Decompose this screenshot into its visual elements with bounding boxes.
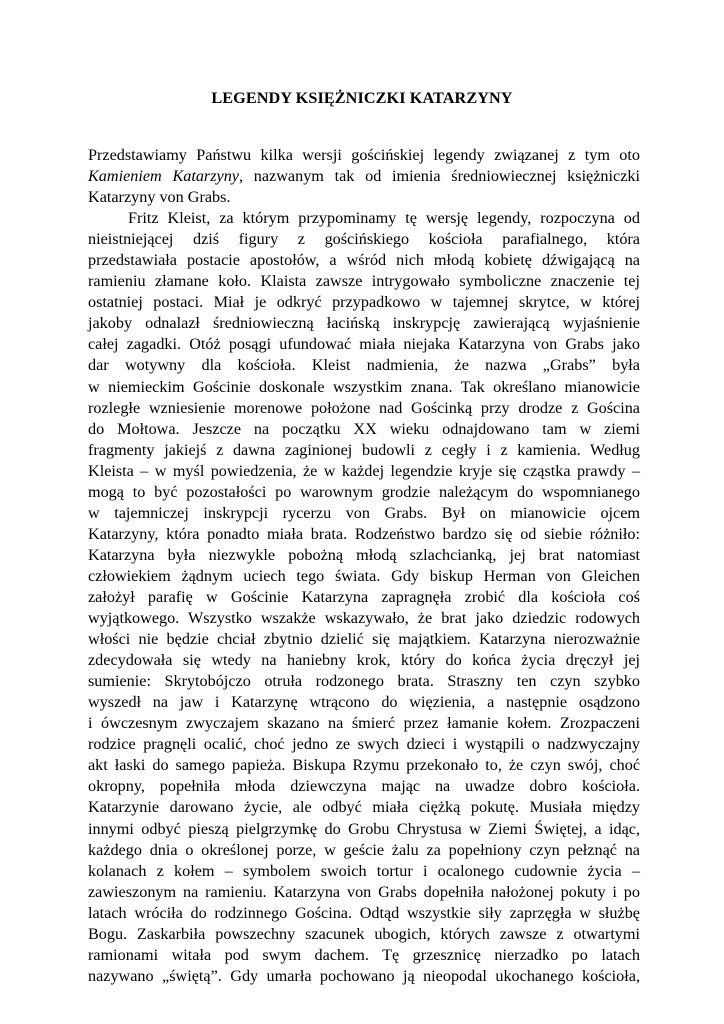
paragraph-line: wyszedł na jaw i Katarzynę wtrącono do więzienia, a następnie osądzono xyxy=(88,693,640,712)
paragraph-line: wyjątkowego. Wszystko wszakże wskazywało, że brat jako dziedzic rodowych xyxy=(88,609,640,628)
paragraph-line: sumienie: Skrytobójczo otruła rodzonego brata. Straszny ten czyn szybko xyxy=(88,672,640,691)
paragraph-line: rozległe wzniesienie morenowe położone nad Gościnką przy drodze z Gościna xyxy=(88,398,640,417)
paragraph-line: włości nie będzie chciał zbytnio dzielić się majątkiem. Katarzyna nierozważnie xyxy=(88,630,640,649)
paragraph-line: każdego dnia o określonej porze, w geście żalu za popełniony czyn pełznąć na xyxy=(88,840,640,859)
paragraph-line: założył parafię w Gościnie Katarzyna zapragnęła zrobić dla kościoła coś xyxy=(88,587,640,606)
paragraph-line: do Mołtowa. Jeszcze na początku XX wieku odnajdowano tam w ziemi xyxy=(88,419,640,438)
intro-line-text: , nazwanym tak od imienia średniowiecznej księżniczki xyxy=(239,167,640,186)
paragraph-line: latach wróciła do rodzinnego Gościna. Odtąd wszystkie siły zaprzęgła w służbę xyxy=(88,903,640,922)
document-title: LEGENDY KSIĘŻNICZKI KATARZYNY xyxy=(211,89,513,107)
paragraph-line: mogą to być pozostałości po warownym grodzie należącym do wspomnianego xyxy=(88,482,640,501)
paragraph-line: nieistniejącej dziś figury z gościńskiego kościoła parafialnego, która xyxy=(88,230,640,249)
paragraph-line: nazywano „świętą”. Gdy umarła pochowano ją nieopodal ukochanego kościoła, xyxy=(88,966,640,985)
paragraph-line: ramionami witała pod swym dachem. Tę grzesznicę nierzadko po latach xyxy=(88,945,640,964)
legend-paragraph xyxy=(88,208,640,987)
paragraph-line: innymi odbyć pieszą pielgrzymkę do Grobu Chrystusa w Ziemi Świętej, a idąc, xyxy=(88,819,640,838)
paragraph-line: rodzice pragnęli ocalić, choć jedno ze swych dzieci i wystąpili o nadzwyczajny xyxy=(88,735,640,754)
paragraph-line: okropny, popełniła młoda dziewczyna mając na uwadze dobro kościoła. xyxy=(88,777,640,796)
paragraph-line: Bogu. Zaskarbiła powszechny szacunek ubogich, których zawsze z otwartymi xyxy=(88,924,640,943)
paragraph-line: kolanach z kołem – symbolem swoich tortur i ocalonego cudownie życia – xyxy=(88,861,640,880)
paragraph-line: dar wotywny dla kościoła. Kleist nadmienia, że nazwa „Grabs” była xyxy=(88,356,640,375)
paragraph-line: w niemieckim Gościnie doskonale wszystkim znana. Tak określano mianowicie xyxy=(88,377,640,396)
paragraph-line: Katarzynie darowano życie, ale odbyć miała ciężką pokutę. Musiała między xyxy=(88,798,640,817)
paragraph-line: i ówczesnym zwyczajem skazano na śmierć przez łamanie kołem. Zrozpaczeni xyxy=(88,714,640,733)
paragraph-line: jakoby odnalazł średniowieczną łacińską inskrypcję zawierającą wyjaśnienie xyxy=(88,314,640,333)
paragraph-line: fragmenty jakiejś z dawna zaginionej budowli z cegły i z kamienia. Według xyxy=(88,440,640,459)
paragraph-line: Katarzyna była niezwykle pobożną młodą szlachcianką, jej brat natomiast xyxy=(88,545,640,564)
paragraph-line: człowiekiem żądnym uciech tego świata. Gdy biskup Herman von Gleichen xyxy=(88,566,640,585)
stone-name-italic: Kamieniem Katarzyny xyxy=(88,167,239,186)
paragraph-line: zdecydowała się wtedy na haniebny krok, który do końca życia dręczył jej xyxy=(88,651,640,670)
intro-line xyxy=(88,187,640,208)
intro-line xyxy=(88,166,640,187)
paragraph-line: Fritz Kleist, za którym przypominamy tę wersję legendy, rozpoczyna od xyxy=(128,209,640,228)
paragraph-line: ostatniej postaci. Miał je odkryć przypadkowo w tajemnej skrytce, w której xyxy=(88,293,640,312)
paragraph-line: Katarzyny, która ponadto miała brata. Rodzeństwo bardzo się od siebie różniło: xyxy=(88,524,640,543)
paragraph-line: Kleista – w myśl powiedzenia, że w każdej legendzie kryje się cząstka prawdy – xyxy=(88,461,640,480)
intro-line-text: Przedstawiamy Państwu kilka wersji gościńskiej legendy związanej z tym oto xyxy=(88,146,640,164)
paragraph-line: całej zagadki. Otóż posągi ufundować miała niejaka Katarzyna von Grabs jako xyxy=(88,335,640,354)
paragraph-line: akt łaski do samego papieża. Biskupa Rzymu przekonało to, że czyn swój, choć xyxy=(88,756,640,775)
paragraph-line: zawieszonym na ramieniu. Katarzyna von Grabs dopełniła nałożonej pokuty i po xyxy=(88,882,640,901)
document-body xyxy=(88,145,640,987)
paragraph-line: ramieniu złamane koło. Klaista zawsze intrygowało symboliczne znaczenie tej xyxy=(88,272,640,291)
intro-line-text: Katarzyny von Grabs. xyxy=(88,188,231,207)
paragraph-line: przedstawiała postacie apostołów, a wśród nich młodą kobietę dźwigającą na xyxy=(88,251,640,270)
paragraph-line: w tajemniczej inskrypcji rycerzu von Grabs. Był on mianowicie ojcem xyxy=(88,503,640,522)
intro-line xyxy=(88,145,640,166)
